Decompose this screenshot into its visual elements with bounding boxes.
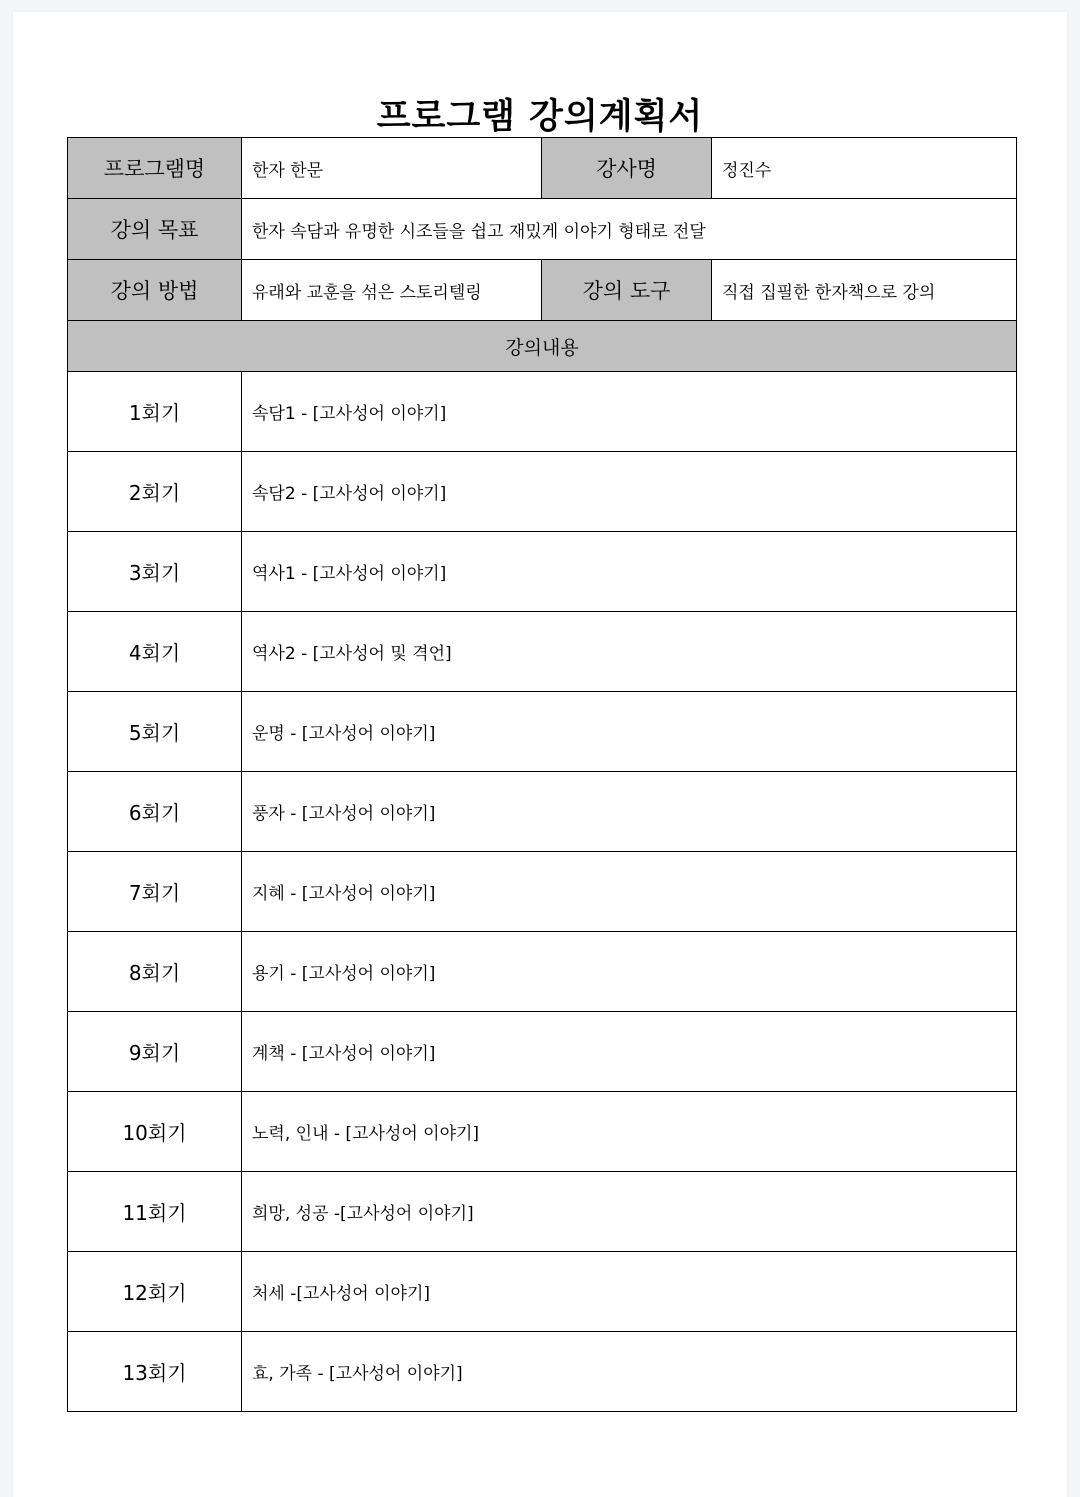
session-row	[68, 612, 1017, 692]
program-name-value: 한자 한문	[242, 138, 542, 199]
session-label: 12회기	[68, 1252, 242, 1332]
session-content: 풍자 - [고사성어 이야기]	[242, 772, 1017, 852]
session-content: 지혜 - [고사성어 이야기]	[242, 852, 1017, 932]
lecture-method-value: 유래와 교훈을 섞은 스토리텔링	[242, 260, 542, 321]
session-row	[68, 532, 1017, 612]
session-content: 처세 -[고사성어 이야기]	[242, 1252, 1017, 1332]
lecture-tool-label: 강의 도구	[542, 260, 712, 321]
session-label: 6회기	[68, 772, 242, 852]
session-row	[68, 1332, 1017, 1412]
lecture-goal-label: 강의 목표	[68, 199, 242, 260]
session-row	[68, 452, 1017, 532]
session-content: 노력, 인내 - [고사성어 이야기]	[242, 1092, 1017, 1172]
session-label: 2회기	[68, 452, 242, 532]
session-content: 희망, 성공 -[고사성어 이야기]	[242, 1172, 1017, 1252]
content-header: 강의내용	[68, 321, 1017, 372]
lecture-tool-value: 직접 집필한 한자책으로 강의	[712, 260, 1017, 321]
session-label: 13회기	[68, 1332, 242, 1412]
session-row	[68, 1172, 1017, 1252]
session-row	[68, 372, 1017, 452]
session-label: 9회기	[68, 1012, 242, 1092]
session-content: 계책 - [고사성어 이야기]	[242, 1012, 1017, 1092]
session-row	[68, 1012, 1017, 1092]
session-row	[68, 932, 1017, 1012]
session-content: 용기 - [고사성어 이야기]	[242, 932, 1017, 1012]
session-content: 속담1 - [고사성어 이야기]	[242, 372, 1017, 452]
goal-row	[68, 199, 1017, 260]
lecture-plan-table	[67, 137, 1017, 1412]
method-row	[68, 260, 1017, 321]
session-row	[68, 1252, 1017, 1332]
session-label: 1회기	[68, 372, 242, 452]
instructor-name-label: 강사명	[542, 138, 712, 199]
session-row	[68, 692, 1017, 772]
session-label: 3회기	[68, 532, 242, 612]
session-content: 역사2 - [고사성어 및 격언]	[242, 612, 1017, 692]
lecture-goal-value: 한자 속담과 유명한 시조들을 쉽고 재밌게 이야기 형태로 전달	[242, 199, 1017, 260]
session-label: 5회기	[68, 692, 242, 772]
session-label: 11회기	[68, 1172, 242, 1252]
session-label: 8회기	[68, 932, 242, 1012]
session-label: 7회기	[68, 852, 242, 932]
instructor-name-value: 정진수	[712, 138, 1017, 199]
content-header-row	[68, 321, 1017, 372]
session-content: 속담2 - [고사성어 이야기]	[242, 452, 1017, 532]
document-title: 프로그램 강의계획서	[376, 97, 704, 137]
document-page	[13, 12, 1067, 1497]
session-content: 운명 - [고사성어 이야기]	[242, 692, 1017, 772]
session-label: 4회기	[68, 612, 242, 692]
session-row	[68, 1092, 1017, 1172]
session-row	[68, 852, 1017, 932]
program-row	[68, 138, 1017, 199]
program-name-label: 프로그램명	[68, 138, 242, 199]
lecture-method-label: 강의 방법	[68, 260, 242, 321]
session-content: 효, 가족 - [고사성어 이야기]	[242, 1332, 1017, 1412]
session-content: 역사1 - [고사성어 이야기]	[242, 532, 1017, 612]
session-label: 10회기	[68, 1092, 242, 1172]
session-row	[68, 772, 1017, 852]
